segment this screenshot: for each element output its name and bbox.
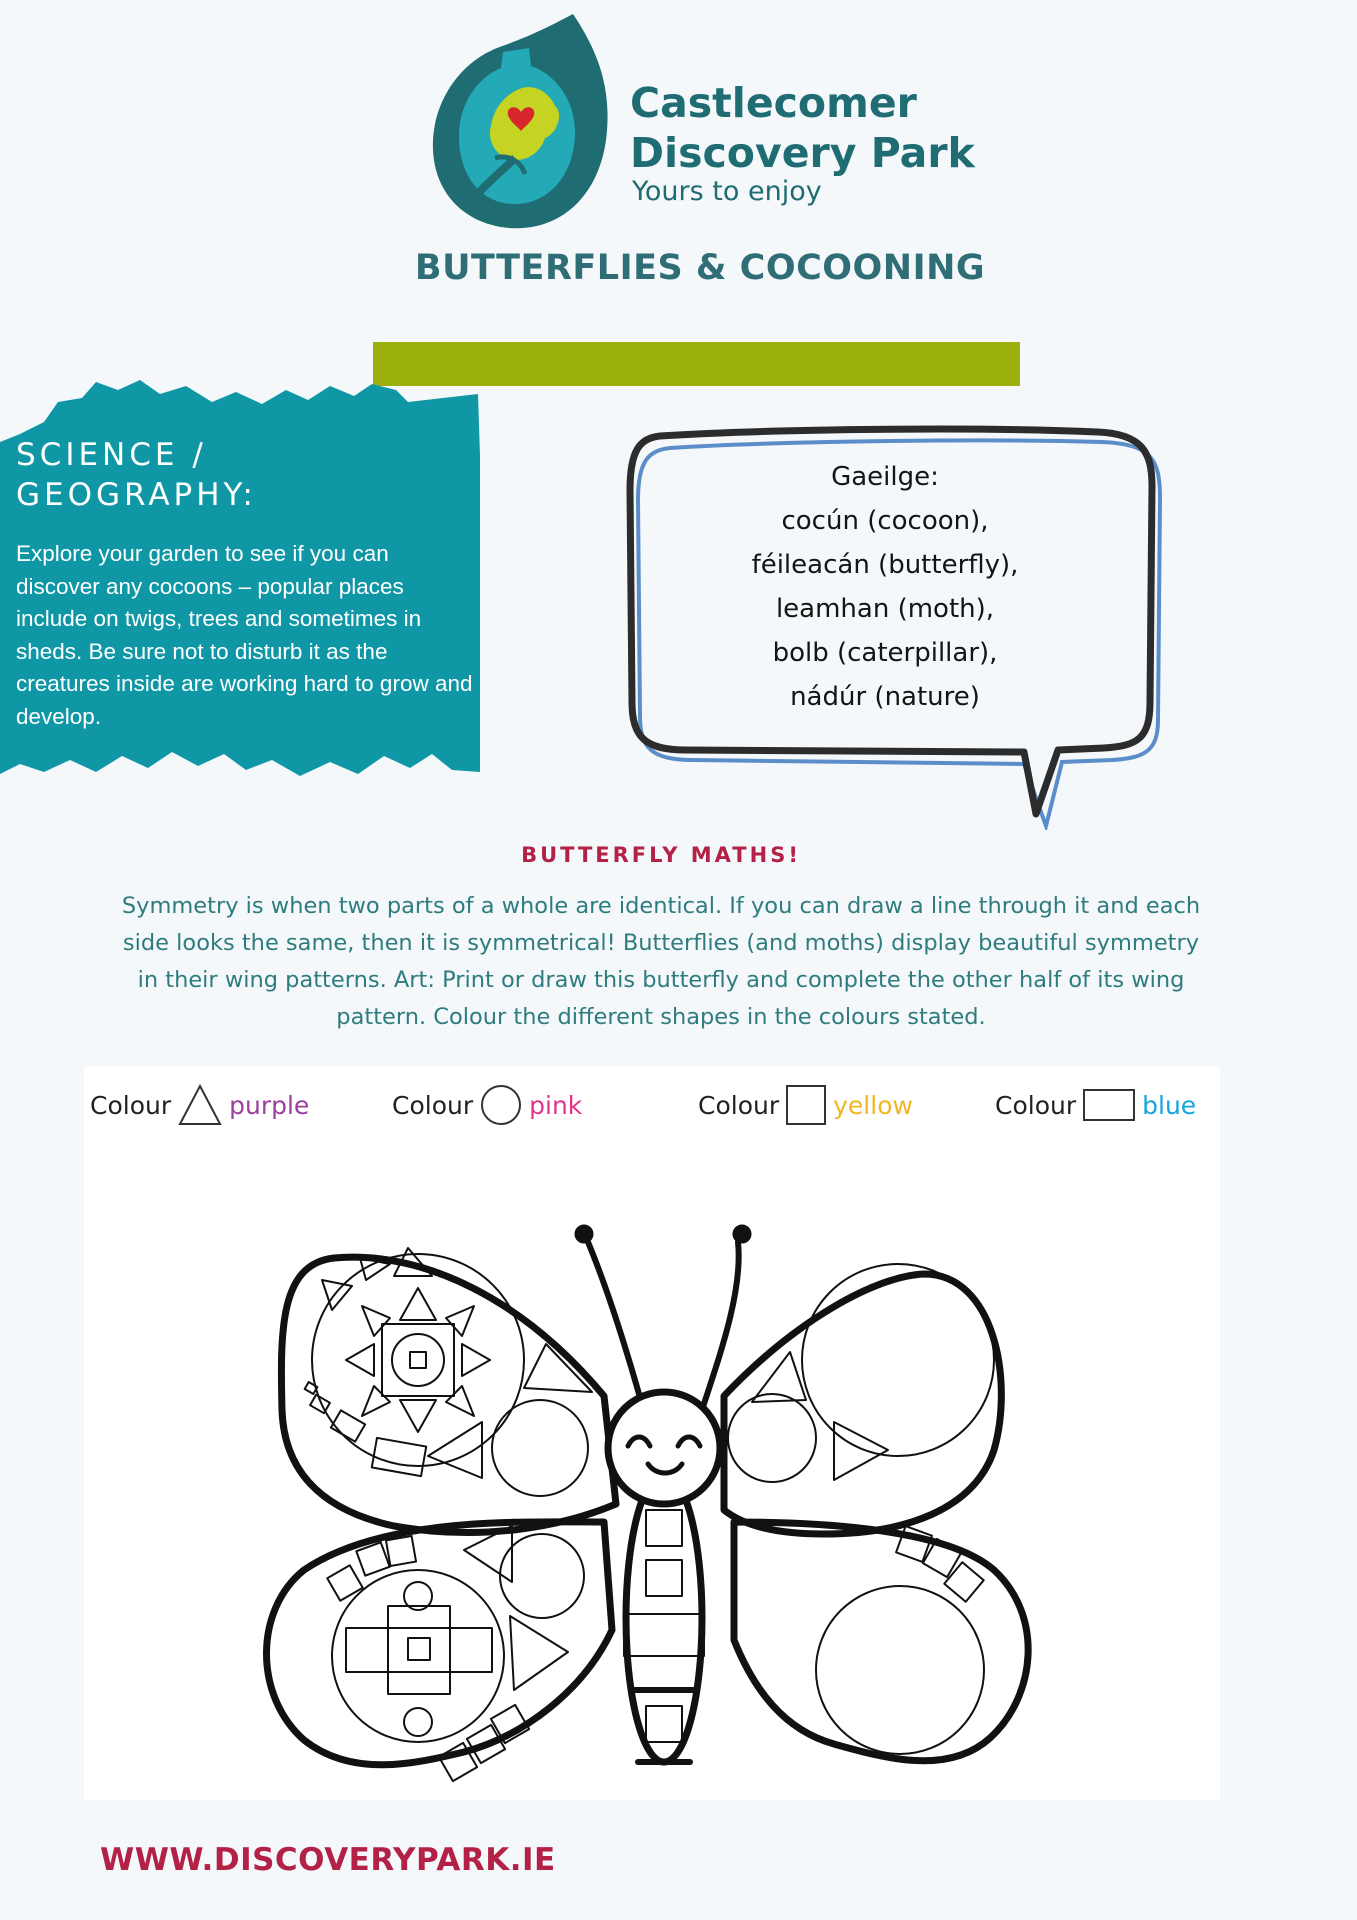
- gaeilge-line: leamhan (moth),: [775, 594, 995, 624]
- legend-color-name: pink: [529, 1090, 583, 1120]
- legend-color-name: yellow: [833, 1090, 913, 1120]
- brand-name: [630, 78, 975, 178]
- brand-name-line1: Castlecomer: [630, 79, 917, 127]
- maths-body: Symmetry is when two parts of a whole are identical. If you can draw a line through it and each side looks the same, then it is symmetrical! Butterflies (and moths) display beautiful symmetry in their wing patterns. Art: Print or draw this butterfly and complete the other half of its wing pattern. Colour the different shapes in the colours stated.: [121, 893, 1201, 1030]
- gaeilge-title: Gaeilge:: [831, 462, 939, 492]
- gaeilge-line: bolb (caterpillar),: [772, 638, 998, 668]
- gaeilge-line: nádúr (nature): [790, 682, 980, 712]
- brand-name-line2: Discovery Park: [630, 129, 975, 177]
- legend-word: Colour: [90, 1090, 172, 1120]
- circle-icon: [479, 1083, 523, 1127]
- page-title: BUTTERFLIES & COCOONING: [414, 248, 986, 288]
- butterfly-colouring-icon: [84, 1130, 1220, 1798]
- legend-word: Colour: [698, 1090, 780, 1120]
- gaeilge-line: cocún (cocoon),: [781, 506, 989, 536]
- legend-word: Colour: [392, 1090, 474, 1120]
- footer-website-link[interactable]: WWW.DISCOVERYPARK.IE: [100, 1842, 556, 1878]
- science-body: Explore your garden to see if you can discover any cocoons – popular places include on twigs, trees and sometimes in sheds. Be sure not to disturb it as the creatures inside are working hard to grow and develop.: [16, 541, 473, 729]
- legend-word: Colour: [995, 1090, 1077, 1120]
- legend-color-name: blue: [1142, 1090, 1197, 1120]
- legend-color-name: purple: [229, 1090, 310, 1120]
- triangle-icon: [177, 1082, 223, 1128]
- legend-item-square: [698, 1082, 913, 1128]
- brand-tagline: Yours to enjoy: [632, 176, 822, 207]
- legend-item-triangle: [90, 1082, 309, 1128]
- gaeilge-vocabulary: [705, 455, 1065, 719]
- maths-heading: BUTTERFLY MATHS!: [521, 843, 801, 867]
- rectangle-icon: [1082, 1087, 1136, 1123]
- science-heading: SCIENCE / GEOGRAPHY:: [16, 437, 257, 513]
- gaeilge-line: féileacán (butterfly),: [751, 550, 1019, 580]
- legend-item-circle: [392, 1082, 582, 1128]
- park-logo-icon: [425, 8, 625, 233]
- square-icon: [785, 1084, 827, 1126]
- legend-item-rectangle: [995, 1082, 1196, 1128]
